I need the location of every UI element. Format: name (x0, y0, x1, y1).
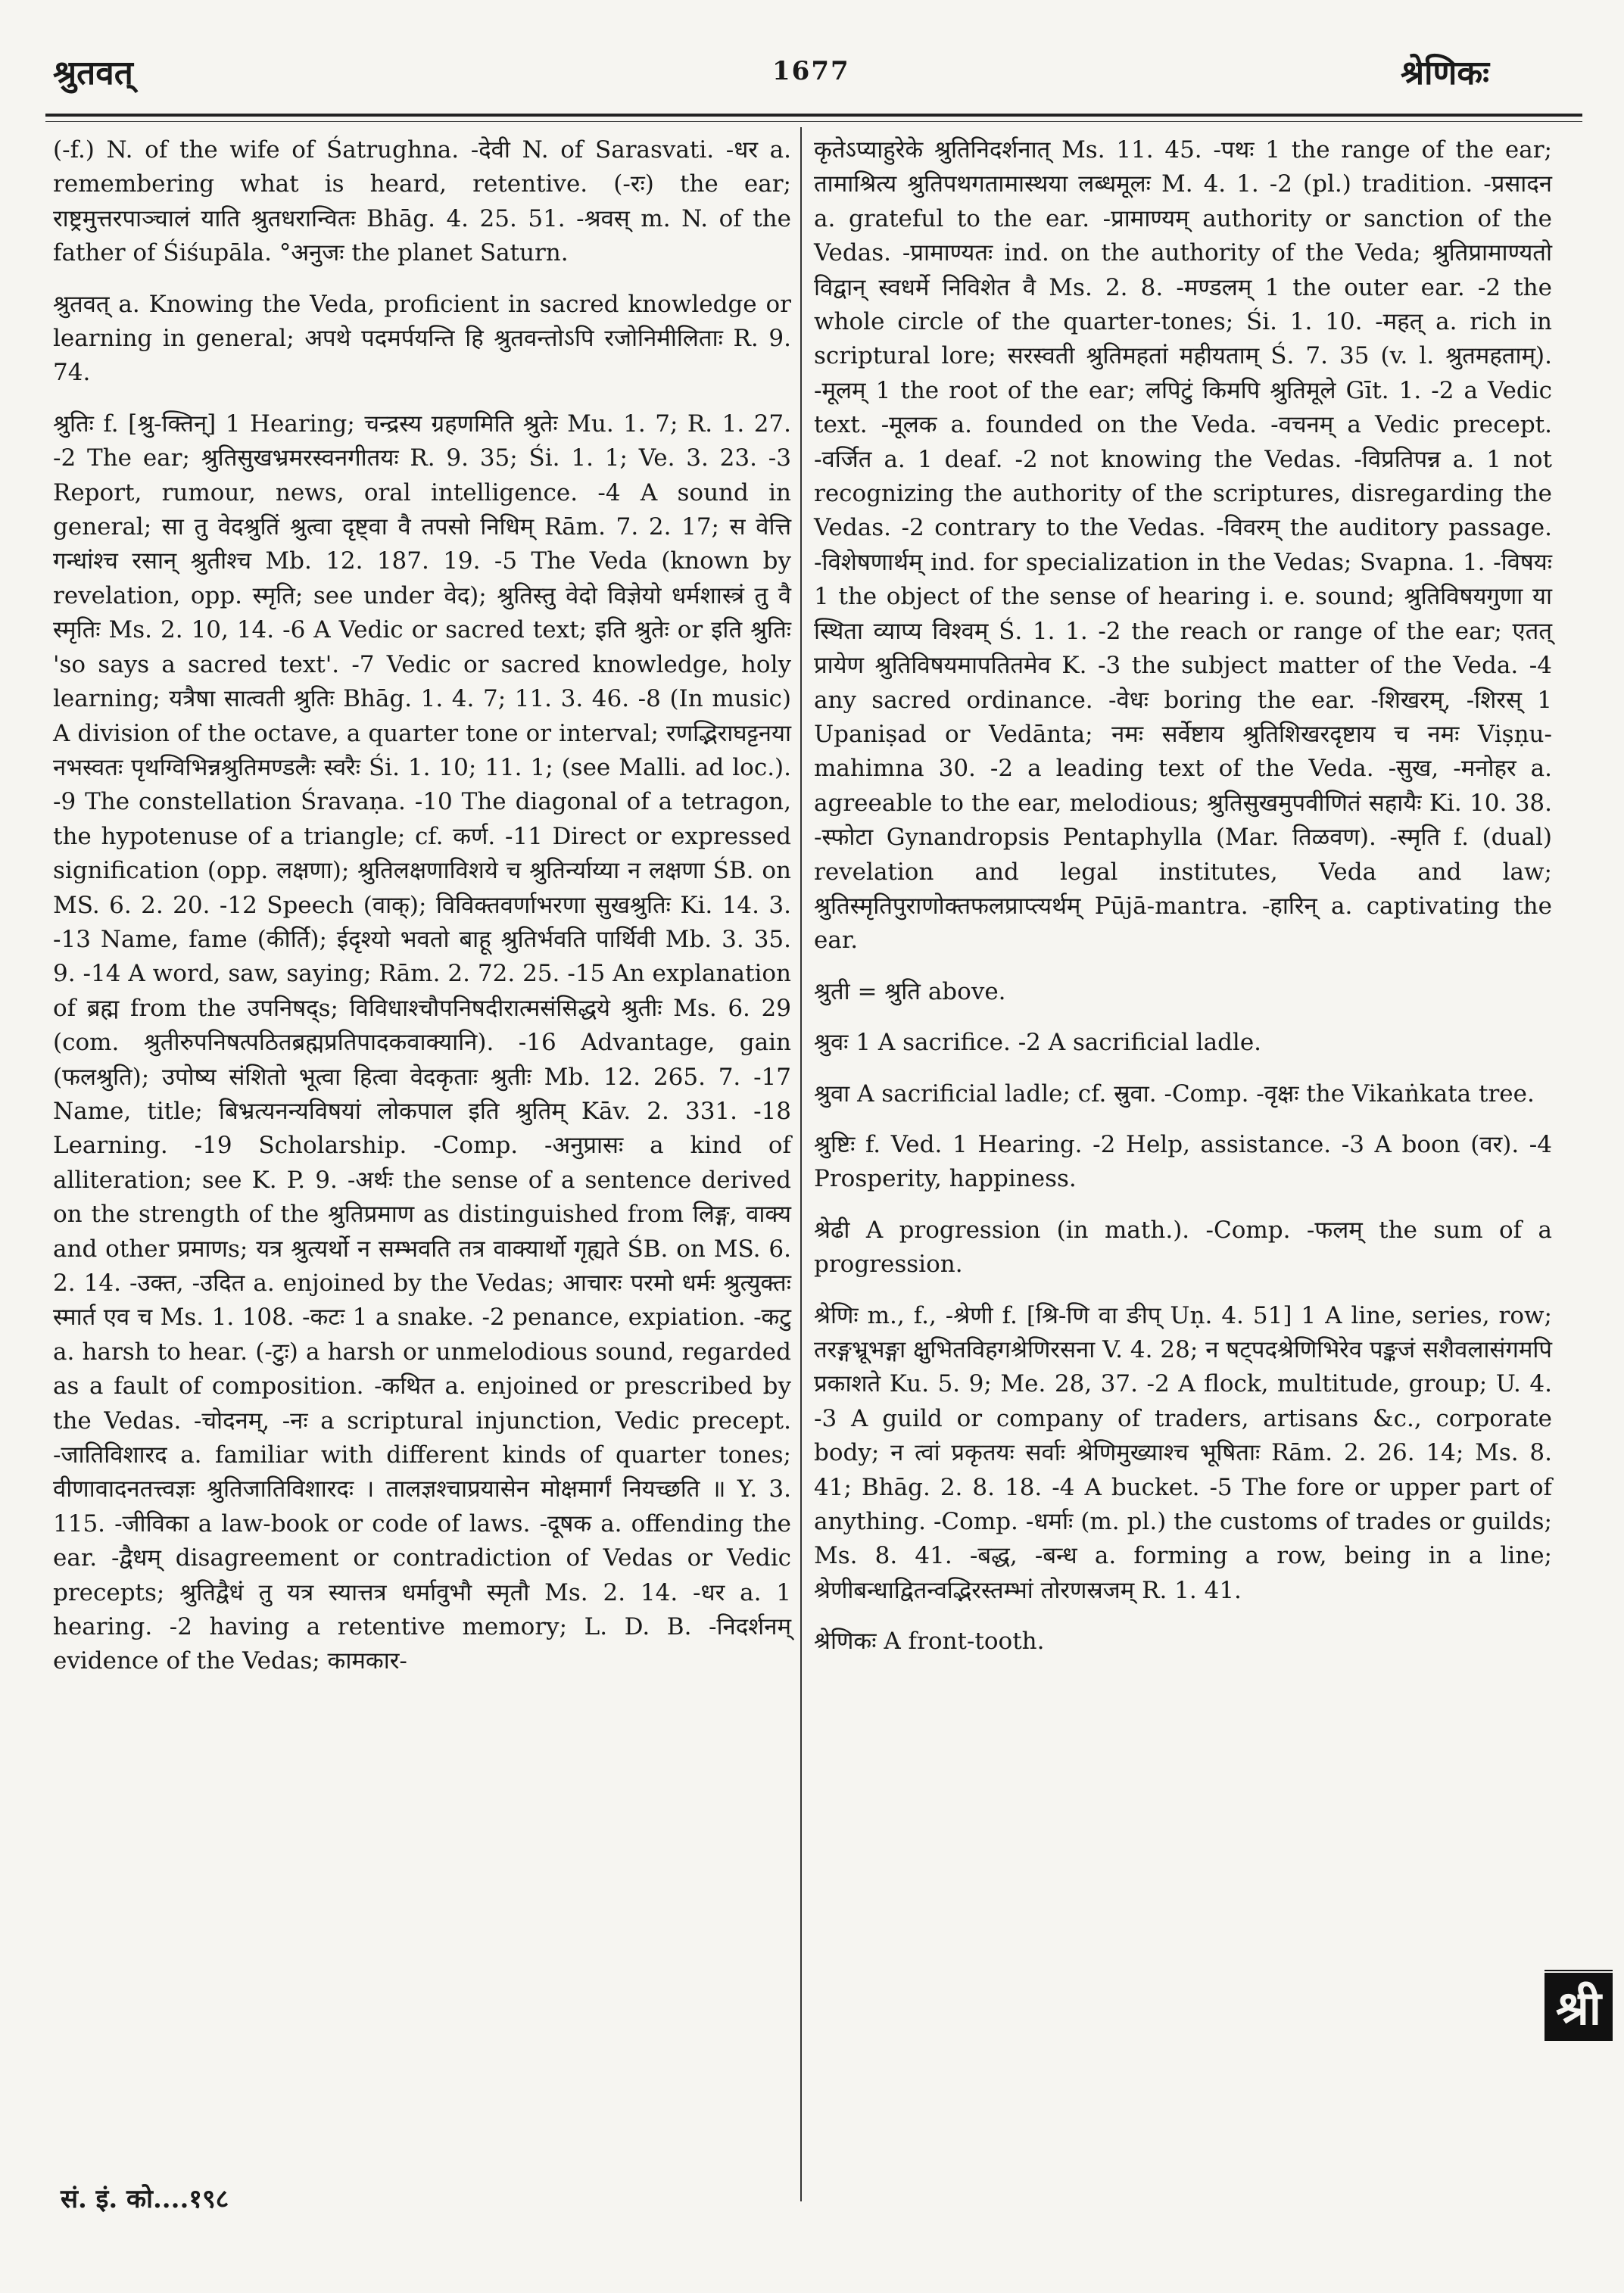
dictionary-entry (53, 407, 791, 1679)
entry-text: कृतेऽप्याहुरेके श्रुतिनिदर्शनात् Ms. 11. 45. -पथः 1 the range of the ear; तामाश्रित्य श्रुतिपथगतामास्थया लब्धमूलः M. 4. 1. -2 (pl.) tradition. -प्रसादन a. grateful to the ear. -प्रामाण्यम् authority or sanction of the Vedas. -प्रामाण्यतः ind. on the authority of the Veda; श्रुतिप्रामाण्यतो विद्वान् स्वधर्मे निविशेत वै Ms. 2. 8. -मण्डलम् 1 the outer ear. -2 the whole circle of the quarter-tones; Śi. 1. 10. -महत् a. rich in scriptural lore; सरस्वती श्रुतिमहतां महीयताम् Ś. 7. 35 (v. l. श्रुतमहताम्). -मूलम् 1 the root of the ear; लपिटुं किमपि श्रुतिमूले Gīt. 1. -2 a Vedic text. -मूलक a. founded on the Veda. -वचनम् a Vedic precept. -वर्जित a. 1 deaf. -2 not knowing the Vedas. -विप्रतिपन्न a. 1 not recognizing the authority of the scriptures, disregarding the Vedas. -2 contrary to the Vedas. -विवरम् the auditory passage. -विशेषणार्थम् ind. for specialization in the Vedas; Svapna. 1. -विषयः 1 the object of the sense of hearing i. e. sound; श्रुतिविषयगुणा या स्थिता व्याप्य विश्वम् Ś. 1. 1. -2 the reach or range of the ear; एतत् प्रायेण श्रुतिविषयमापतितमेव K. -3 the subject matter of the Veda. -4 any sacred ordinance. -वेधः boring the ear. -शिखरम्, -शिरस् 1 Upaniṣad or Vedānta; नमः सर्वेष्टाय श्रुतिशिखरदृष्टाय च नमः Viṣṇu-mahimna 30. -2 a leading text of the Veda. -सुख, -मनोहर a. agreeable to the ear, melodious; श्रुतिसुखमुपवीणितं सहायैः Ki. 10. 38. -स्फोटा Gynandropsis Pentaphylla (Mar. तिळवण). -स्मृति f. (dual) revelation and legal institutes, Veda and law; श्रुतिस्मृतिपुराणोक्तफलप्राप्त्यर्थम् Pūjā-mantra. -हारिन् a. captivating the ear. (814, 136, 1552, 955)
dictionary-entry (53, 288, 791, 391)
column-divider (800, 127, 802, 2201)
dictionary-entry (814, 1026, 1552, 1060)
dictionary-entry (53, 133, 791, 271)
entry-text: श्रेढी A progression (in math.). -Comp. -फलम् the sum of a progression. (814, 1216, 1552, 1279)
dictionary-entry (814, 1299, 1552, 1609)
entry-text: श्रुती = श्रुति above. (814, 977, 1006, 1005)
entry-text: श्रेणिः m., f., -श्रेणी f. [श्रि-णि वा ङीप् Uṇ. 4. 51] 1 A line, series, row; तरङ्गभ्रूभङ्गा क्षुभितविहगश्रेणिरसना V. 4. 28; न षट्पदश्रेणिभिरेव पङ्कजं सशैवलासंगमपि प्रकाशते Ku. 5. 9; Me. 28, 37. -2 A flock, multitude, group; U. 4. -3 A guild or company of traders, artisans &c., corporate body; न त्वां प्रकृतयः सर्वाः श्रेणिमुख्याश्च भूषिताः Rām. 2. 26. 14; Ms. 8. 41; Bhāg. 2. 8. 18. -4 A bucket. -5 The fore or upper part of anything. -Comp. -धर्माः (m. pl.) the customs of trades or guilds; Ms. 8. 41. -बद्ध, -बन्ध a. forming a row, being in a line; श्रेणीबन्धाद्वितन्वद्भिरस्तम्भां तोरणस्रजम् R. 1. 41. (814, 1301, 1552, 1604)
left-column (53, 133, 791, 1696)
dictionary-entry (814, 975, 1552, 1009)
entry-text: श्रुवः 1 A sacrifice. -2 A sacrificial ladle. (814, 1029, 1262, 1057)
dictionary-entry (814, 1213, 1552, 1282)
right-column (814, 133, 1552, 1676)
page-number: 1677 (772, 56, 850, 86)
header-rule-thick (45, 114, 1582, 117)
entry-text: श्रुतवत् a. Knowing the Veda, proficient in sacred knowledge or learning in general; अपथे पदमर्पयन्ति हि श्रुतवन्तोऽपि रजोनिमीलिताः R. 9. 74. (53, 290, 791, 387)
dictionary-entry (814, 1625, 1552, 1659)
entry-text: (-f.) N. of the wife of Śatrughna. -देवी N. of Sarasvati. -धर a. remembering what is heard, retentive. (-रः) the ear; राष्ट्रमुत्तरपाञ्चालं याति श्रुतधरान्वितः Bhāg. 4. 25. 51. -श्रवस् m. N. of the father of Śiśupāla. °अनुजः the planet Saturn. (53, 136, 791, 267)
entry-text: श्रेणिकः A front-tooth. (814, 1628, 1045, 1656)
dictionary-entry (814, 1077, 1552, 1111)
dictionary-entry (814, 133, 1552, 958)
thumb-index-tab: श्री (1545, 1968, 1613, 2041)
header-rule-thin (45, 121, 1582, 122)
dictionary-entry (814, 1128, 1552, 1197)
right-running-headword: श्रेणिकः (1401, 54, 1490, 92)
entry-text: श्रुतिः f. [श्रु-क्तिन्] 1 Hearing; चन्द्रस्य ग्रहणमिति श्रुतेः Mu. 1. 7; R. 1. 27. -2 The ear; श्रुतिसुखभ्रमरस्वनगीतयः R. 9. 35; Śi. 1. 1; Ve. 3. 23. -3 Report, rumour, news, oral intelligence. -4 A sound in general; सा तु वेदश्रुतिं श्रुत्वा दृष्ट्वा वै तपसो निधिम् Rām. 7. 2. 17; स वेत्ति गन्धांश्च रसान् श्रुतीश्च Mb. 12. 187. 19. -5 The Veda (known by revelation, opp. स्मृति; see under वेद); श्रुतिस्तु वेदो विज्ञेयो धर्मशास्त्रं तु वै स्मृतिः Ms. 2. 10, 14. -6 A Vedic or sacred text; इति श्रुतेः or इति श्रुतिः 'so says a sacred text'. -7 Vedic or sacred knowledge, holy learning; यत्रैषा सात्वती श्रुतिः Bhāg. 1. 4. 7; 11. 3. 46. -8 (In music) A division of the octave, a quarter tone or interval; रणद्भिराघट्टनया नभस्वतः पृथग्विभिन्नश्रुतिमण्डलैः स्वरैः Śi. 1. 10; 11. 1; (see Malli. ad loc.). -9 The constellation Śravaṇa. -10 The diagonal of a tetragon, the hypotenuse of a triangle; cf. कर्ण. -11 Direct or expressed signification (opp. लक्षणा); श्रुतिलक्षणाविशये च श्रुतिर्न्याय्या न लक्षणा ŚB. on MS. 6. 2. 20. -12 Speech (वाक्); विविक्तवर्णाभरणा सुखश्रुतिः Ki. 14. 3. -13 Name, fame (कीर्ति); ईदृश्यो भवतो बाहू श्रुतिर्भवति पार्थिवी Mb. 3. 35. 9. -14 A word, saw, saying; Rām. 2. 72. 25. -15 An explanation of ब्रह्म from the उपनिषद्s; विविधाश्चौपनिषदीरात्मसंसिद्धये श्रुतीः Ms. 6. 29 (com. श्रुतीरुपनिषत्पठितब्रह्मप्रतिपादकवाक्यानि). -16 Advantage, gain (फलश्रुति); उपोष्य संशितो भूत्वा हित्वा वेदकृताः श्रुतीः Mb. 12. 265. 7. -17 Name, title; बिभ्रत्यनन्यविषयां लोकपाल इति श्रुतिम् Kāv. 2. 331. -18 Learning. -19 Scholarship. -Comp. -अनुप्रासः a kind of alliteration; see K. P. 9. -अर्थः the sense of a sentence derived on the strength of the श्रुतिप्रमाण as distinguished from लिङ्ग, वाक्य and other प्रमाणs; यत्र श्रुत्यर्थो न सम्भवति तत्र वाक्यार्थो गृह्यते ŚB. on MS. 6. 2. 14. -उक्त, -उदित a. enjoined by the Vedas; आचारः परमो धर्मः श्रुत्युक्तः स्मार्त एव च Ms. 1. 108. -कटः 1 a snake. -2 penance, expiation. -कटु a. harsh to hear. (-टुः) a harsh or unmelodious sound, regarded as a fault of composition. -कथित a. enjoined or prescribed by the Vedas. -चोदनम्, -नः a scriptural injunction, Vedic precept. -जातिविशारद a. familiar with different kinds of quarter tones; वीणावादनतत्त्वज्ञः श्रुतिजातिविशारदः । तालज्ञश्चाप्रयासेन मोक्षमार्गं नियच्छति ॥ Y. 3. 115. -जीविका a law-book or code of laws. -दूषक a. offending the ear. -द्वैधम् disagreement or contradiction of Vedas or Vedic precepts; श्रुतिद्वैधं तु यत्र स्यात्तत्र धर्मावुभौ स्मृतौ Ms. 2. 14. -धर a. 1 hearing. -2 having a retentive memory; L. D. B. -निदर्शनम् evidence of the Vedas; कामकार- (53, 410, 791, 1675)
entry-text: श्रुवा A sacrificial ladle; cf. स्रुवा. -Comp. -वृक्षः the Vikaṅkata tree. (814, 1080, 1535, 1108)
signature-mark: सं. इं. को....१९८ (61, 2184, 229, 2214)
left-running-headword: श्रुतवत् (53, 54, 133, 92)
entry-text: श्रुष्टिः f. Ved. 1 Hearing. -2 Help, assistance. -3 A boon (वर). -4 Prosperity, happiness. (814, 1130, 1552, 1193)
page-header (0, 48, 1624, 109)
